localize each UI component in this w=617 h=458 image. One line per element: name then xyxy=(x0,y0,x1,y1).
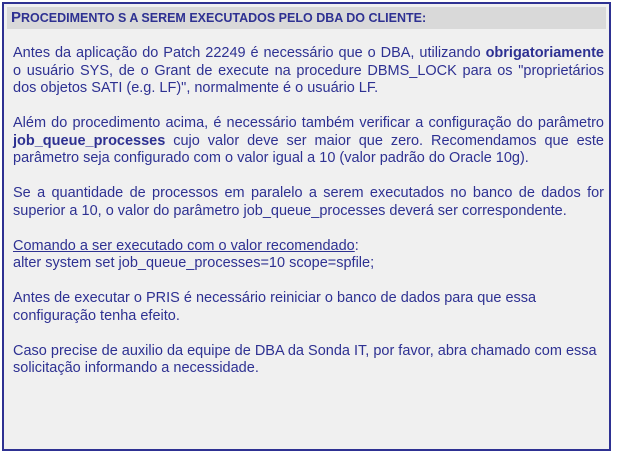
emphasis-obrigatoriamente: obrigatoriamente xyxy=(485,45,604,61)
panel-content xyxy=(13,45,604,395)
paragraph-text: Caso precise de auxilio da equipe de DBA da Sonda IT, por favor, abra chamado com essa solicitação informando a necessidade. xyxy=(13,342,597,376)
paragraph-command xyxy=(13,238,604,273)
command-colon: : xyxy=(354,237,359,254)
command-text: alter system set job_queue_processes=10 scope=spfile; xyxy=(13,255,375,271)
paragraph-text: Além do procedimento acima, é necessário também verificar a configuração do parâmetro xyxy=(13,115,604,131)
paragraph-text: Se a quantidade de processos em paralelo a serem executados no banco de dados for superior a 10, o valor do parâmetro job_queue_processes deverá ser correspondente. xyxy=(13,185,604,219)
paragraph-text: Antes da aplicação do Patch 22249 é necessário que o DBA, utilizando xyxy=(13,45,486,61)
paragraph-text: cujo valor deve ser maior que zero. Recomendamos que este parâmetro seja configurado com o valor igual a 10 (valor padrão do Oracle 10g). xyxy=(13,132,604,166)
emphasis-job-queue-processes: job_queue_processes xyxy=(13,132,166,149)
panel-header xyxy=(7,7,606,29)
paragraph-text: Antes de executar o PRIS é necessário reiniciar o banco de dados para que essa configuração tenha efeito. xyxy=(13,290,537,324)
paragraph-support xyxy=(13,343,604,378)
paragraph-grant xyxy=(13,45,604,98)
paragraph-restart xyxy=(13,290,604,325)
procedure-panel xyxy=(2,2,611,451)
command-heading: Comando a ser executado com o valor recomendado xyxy=(13,237,355,254)
paragraph-parallel xyxy=(13,185,604,220)
header-first-letter: P xyxy=(11,9,22,26)
paragraph-job-queue xyxy=(13,115,604,168)
paragraph-text: o usuário SYS, de o Grant de execute na procedure DBMS_LOCK para os "proprietários dos objetos SATI (e.g. LF)", normalmente é o usuário LF. xyxy=(13,62,604,96)
header-title: ROCEDIMENTO S A SEREM EXECUTADOS PELO DBA DO CLIENTE: xyxy=(21,11,427,25)
